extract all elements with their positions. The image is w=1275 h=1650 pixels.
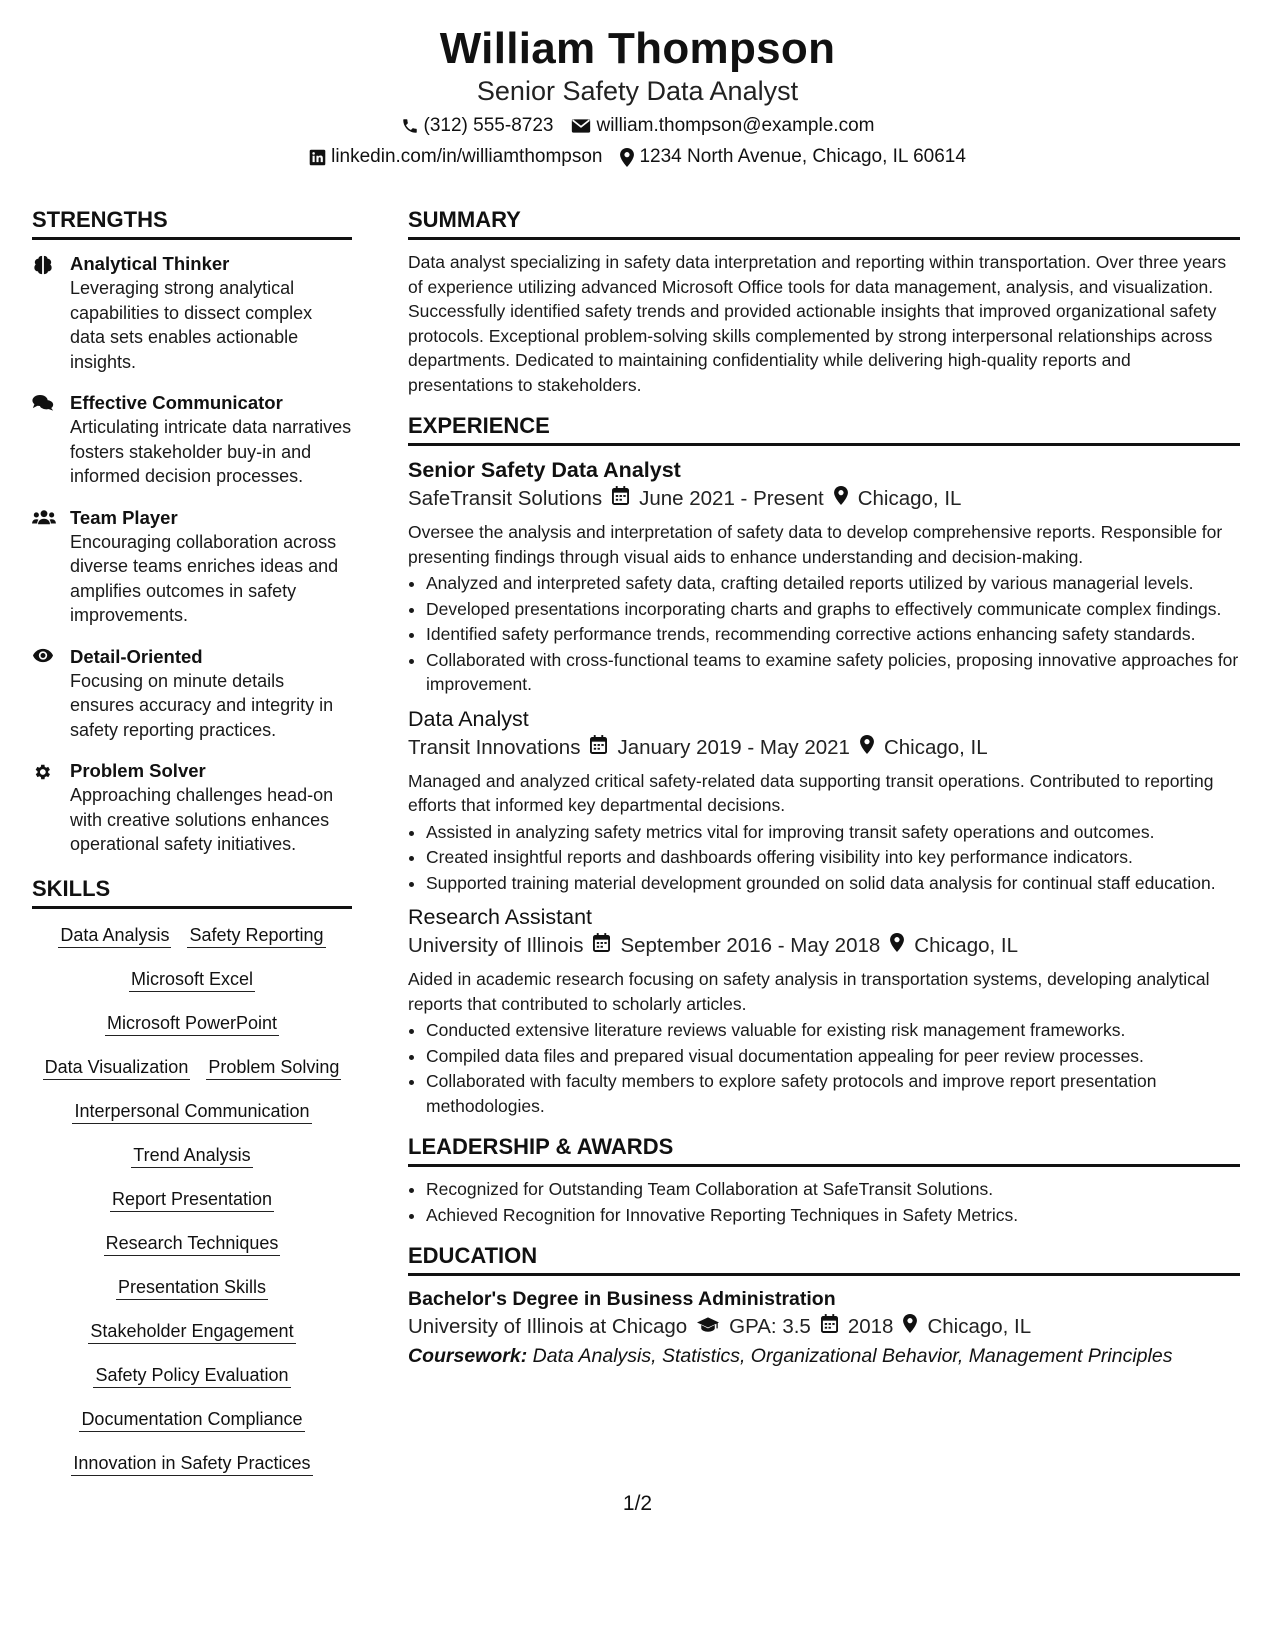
- job-meta: [408, 484, 1240, 514]
- skill-tag: Problem Solving: [206, 1055, 341, 1080]
- job-bullet: • Conducted extensive literature reviews valuable for existing risk management frameworks.: [426, 1018, 1240, 1043]
- job-description: Oversee the analysis and interpretation of safety data to develop comprehensive reports. Responsible for presenting findings through visual aids to enhance understanding and decision-making.: [408, 522, 1223, 567]
- skill-tag: Data Visualization: [43, 1055, 191, 1080]
- education-heading: EDUCATION: [408, 1241, 1240, 1276]
- job-dates: September 2016 - May 2018: [620, 934, 881, 957]
- summary-heading: SUMMARY: [408, 205, 1240, 240]
- skill-tag: Research Techniques: [104, 1231, 281, 1256]
- skill-tag: Report Presentation: [110, 1187, 274, 1212]
- candidate-name: William Thompson: [439, 24, 836, 73]
- skill-tag: Microsoft PowerPoint: [105, 1011, 279, 1036]
- job-entry: [408, 903, 1240, 1118]
- job-bullet: • Analyzed and interpreted safety data, crafting detailed reports utilized by various managerial levels.: [426, 571, 1240, 596]
- envelope-icon: [571, 118, 591, 134]
- strength-description: Encouraging collaboration across diverse teams enriches ideas and amplifies outcomes in safety improvements.: [70, 531, 339, 625]
- job-bullet: • Created insightful reports and dashboards offering visibility into key performance indicators.: [426, 845, 1240, 870]
- calendar-icon: [593, 931, 610, 961]
- coursework-label: Coursework:: [408, 1345, 528, 1367]
- education-location: Chicago, IL: [927, 1315, 1032, 1338]
- strength-description: Focusing on minute details ensures accuracy and integrity in safety reporting practices.: [70, 670, 334, 740]
- skill-tag: Safety Policy Evaluation: [93, 1363, 290, 1388]
- job-entry: [408, 456, 1240, 697]
- skill-tag: Innovation in Safety Practices: [71, 1451, 312, 1476]
- job-location: Chicago, IL: [883, 735, 988, 759]
- strength-title: Problem Solver: [70, 760, 206, 781]
- strength-item: [32, 645, 352, 743]
- skill-tag: Trend Analysis: [131, 1143, 252, 1168]
- address-contact: [620, 145, 965, 169]
- calendar-icon: [590, 733, 607, 763]
- comments-icon: [32, 391, 70, 489]
- page-number: 1/2: [622, 1492, 653, 1515]
- phone-text: (312) 555-8723: [423, 115, 554, 136]
- phone-icon: [401, 117, 419, 135]
- job-company: University of Illinois: [408, 934, 584, 957]
- graduation-cap-icon: [697, 1312, 719, 1342]
- candidate-title: Senior Safety Data Analyst: [476, 76, 799, 106]
- gear-icon: [32, 759, 70, 857]
- graduation-year: 2018: [847, 1315, 894, 1338]
- skills-heading: SKILLS: [32, 874, 352, 909]
- job-bullet: • Supported training material development grounded on solid data analysis for continual staff education.: [426, 871, 1240, 896]
- skill-tag: Microsoft Excel: [129, 967, 255, 992]
- map-marker-icon: [620, 148, 634, 167]
- strength-item: [32, 252, 352, 374]
- linkedin-text: linkedin.com/in/williamthompson: [331, 146, 603, 167]
- job-bullets: [408, 1018, 1240, 1118]
- strength-title: Effective Communicator: [70, 392, 283, 413]
- job-bullet: • Identified safety performance trends, recommending corrective actions enhancing safety standards.: [426, 622, 1240, 647]
- skill-tag: Documentation Compliance: [79, 1407, 304, 1432]
- skill-tag: Interpersonal Communication: [72, 1099, 311, 1124]
- skills-list: [32, 919, 352, 1476]
- linkedin-contact[interactable]: [309, 145, 602, 169]
- degree-title: Bachelor's Degree in Business Administration: [408, 1288, 836, 1310]
- strength-description: Articulating intricate data narratives fosters stakeholder buy-in and informed decision processes.: [70, 417, 352, 486]
- strength-item: [32, 506, 352, 628]
- left-column: [32, 205, 352, 1495]
- skill-tag: Safety Reporting: [187, 923, 325, 948]
- job-dates: June 2021 - Present: [639, 487, 824, 510]
- strength-item: [32, 759, 352, 857]
- job-description: Aided in academic research focusing on safety analysis in transportation systems, developing analytical reports that contributed to scholarly articles.: [408, 969, 1210, 1014]
- job-bullet: • Collaborated with cross-functional teams to examine safety policies, proposing innovative approaches for improvement.: [426, 648, 1240, 697]
- contact-row-2: [0, 145, 1275, 169]
- coursework: [408, 1342, 1240, 1370]
- job-bullet: • Collaborated with faculty members to explore safety protocols and improve report presentation methodologies.: [426, 1069, 1240, 1118]
- leadership-heading: LEADERSHIP & AWARDS: [408, 1132, 1240, 1167]
- leadership-list: [408, 1177, 1240, 1227]
- map-marker-icon: [860, 733, 874, 763]
- job-bullets: [408, 571, 1240, 697]
- job-location: Chicago, IL: [914, 934, 1018, 957]
- education-entry: [408, 1286, 1240, 1370]
- job-title: Data Analyst: [408, 706, 529, 731]
- job-company: SafeTransit Solutions: [408, 487, 603, 510]
- resume-header: [0, 22, 1275, 169]
- strength-title: Detail-Oriented: [70, 645, 203, 667]
- job-entry: [408, 705, 1240, 896]
- map-marker-icon: [834, 484, 848, 514]
- brain-icon: [32, 252, 70, 374]
- contact-row-1: [0, 114, 1275, 138]
- job-bullet: • Assisted in analyzing safety metrics vital for improving transit safety operations and outcomes.: [426, 820, 1240, 845]
- calendar-icon: [612, 484, 629, 514]
- job-title: Research Assistant: [408, 905, 593, 929]
- coursework-list: Data Analysis, Statistics, Organizational Behavior, Management Principles: [532, 1345, 1173, 1367]
- job-bullet: • Developed presentations incorporating charts and graphs to effectively communicate complex findings.: [426, 597, 1240, 622]
- phone-contact[interactable]: [401, 114, 554, 138]
- job-bullets: [408, 820, 1240, 896]
- award-item: • Achieved Recognition for Innovative Reporting Techniques in Safety Metrics.: [426, 1203, 1240, 1228]
- users-icon: [32, 506, 70, 628]
- education-meta: [408, 1312, 1240, 1342]
- email-contact[interactable]: [571, 114, 874, 138]
- strength-title: Analytical Thinker: [70, 253, 230, 274]
- job-dates: January 2019 - May 2021: [617, 735, 850, 759]
- award-item: • Recognized for Outstanding Team Collaboration at SafeTransit Solutions.: [426, 1177, 1240, 1202]
- skill-tag: Presentation Skills: [116, 1275, 268, 1300]
- strength-title: Team Player: [70, 506, 178, 528]
- job-meta: [408, 733, 1240, 763]
- job-description: Managed and analyzed critical safety-related data supporting transit operations. Contributed to reporting efforts that informed key departmental decisions.: [408, 770, 1214, 815]
- strengths-heading: STRENGTHS: [32, 205, 352, 240]
- strength-description: Leveraging strong analytical capabilities to dissect complex data sets enables actionable insights.: [70, 278, 313, 372]
- right-column: [408, 205, 1240, 1370]
- job-title: Senior Safety Data Analyst: [408, 458, 681, 482]
- strength-item: [32, 391, 352, 489]
- skill-tag: Stakeholder Engagement: [88, 1319, 295, 1344]
- experience-heading: EXPERIENCE: [408, 411, 1240, 446]
- skill-tag: Data Analysis: [58, 923, 171, 948]
- job-location: Chicago, IL: [857, 487, 962, 510]
- eye-icon: [32, 645, 70, 743]
- email-text: william.thompson@example.com: [596, 115, 875, 136]
- strength-description: Approaching challenges head-on with creative solutions enhances operational safety initiatives.: [70, 785, 334, 854]
- linkedin-icon: [309, 149, 326, 166]
- gpa-text: GPA: 3.5: [729, 1315, 811, 1338]
- address-text: 1234 North Avenue, Chicago, IL 60614: [639, 146, 966, 167]
- job-bullet: • Compiled data files and prepared visual documentation appealing for peer review processes.: [426, 1044, 1240, 1069]
- calendar-icon: [821, 1312, 838, 1342]
- map-marker-icon: [903, 1312, 917, 1342]
- job-company: Transit Innovations: [408, 735, 581, 759]
- job-meta: [408, 931, 1240, 961]
- strengths-list: [32, 250, 352, 857]
- school-name: University of Illinois at Chicago: [408, 1315, 688, 1338]
- map-marker-icon: [890, 931, 904, 961]
- summary-text: Data analyst specializing in safety data interpretation and reporting within transportation. Over three years of experience utilizing advanced Microsoft Office tools for data management, analysis, and visualization. Successfully identified safety trends and provided actionable insights that improved organizational safety protocols. Exceptional problem-solving skills complemented by strong interpersonal relationships across departments. Dedicated to maintaining confidentiality while delivering high-quality reports and presentations to stakeholders.: [408, 252, 1227, 395]
